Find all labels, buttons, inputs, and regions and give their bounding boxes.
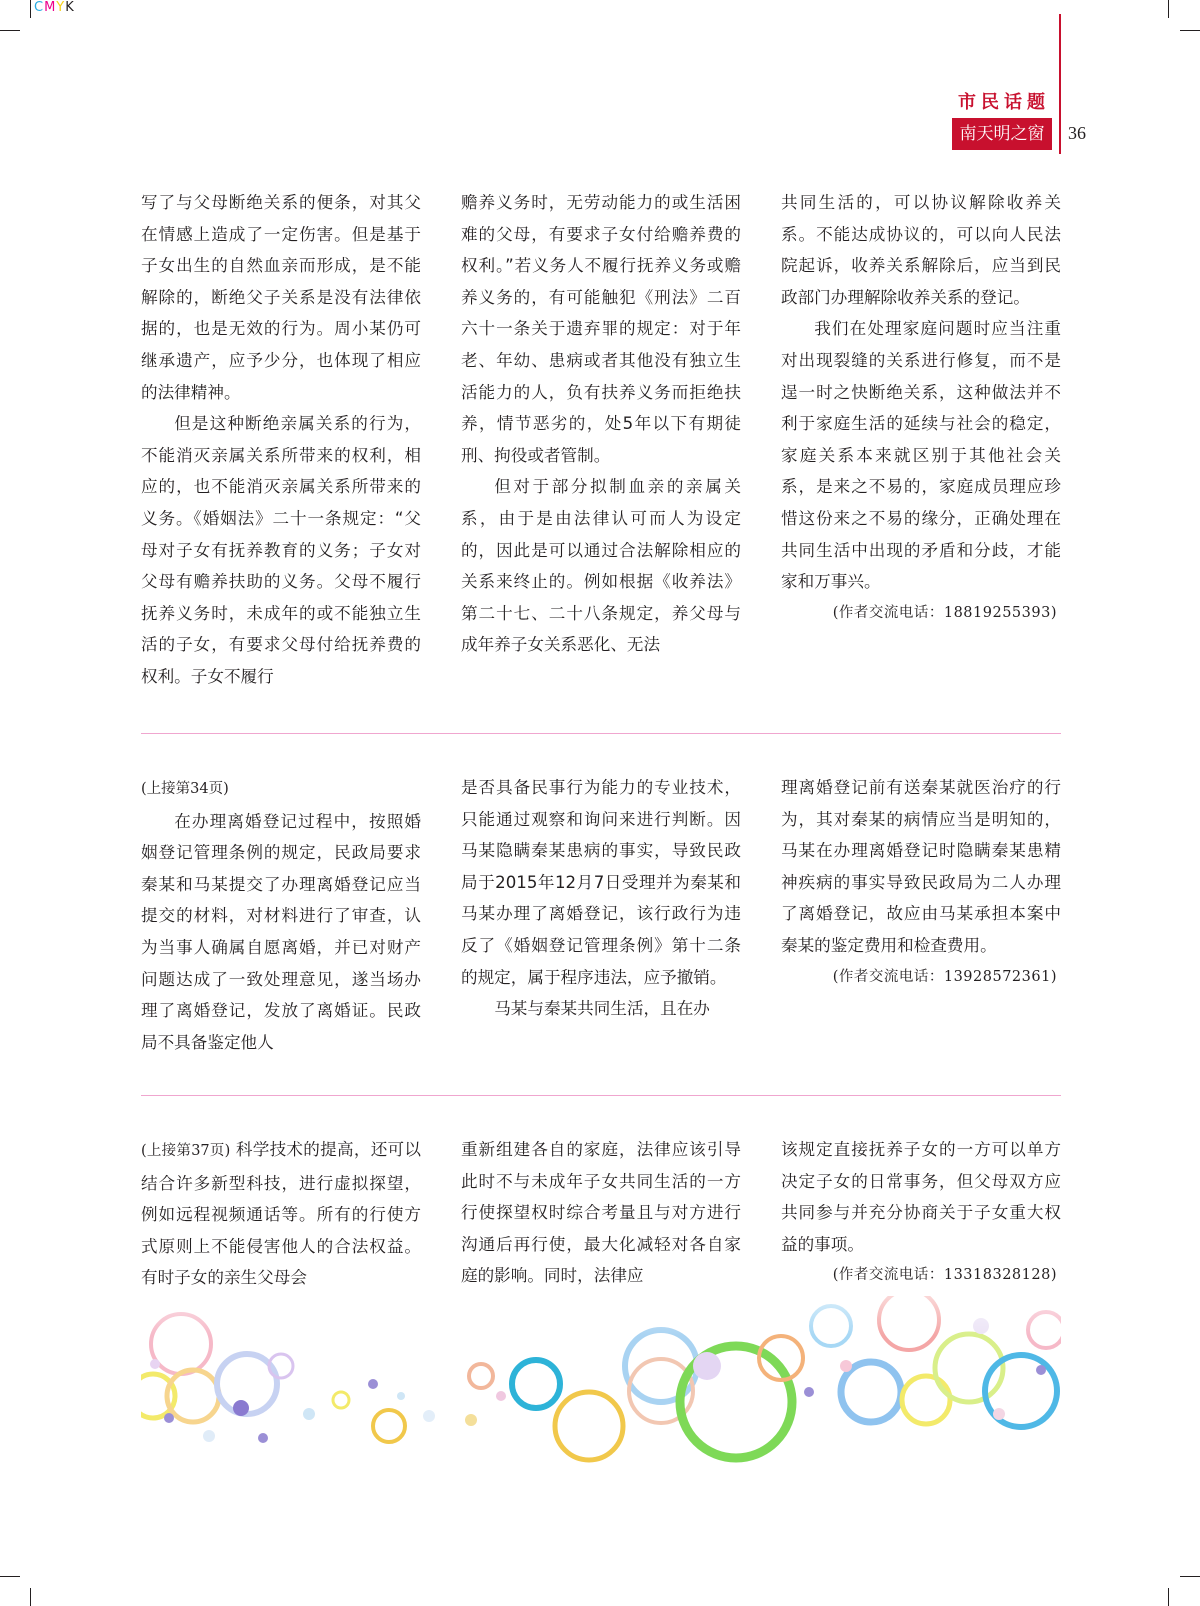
header-rule xyxy=(1059,14,1061,154)
crop-mark xyxy=(1168,0,1169,18)
decorative-dot xyxy=(258,1433,268,1443)
column-brand-badge: 南天明之窗 xyxy=(952,118,1052,150)
crop-mark xyxy=(30,0,31,18)
article-ending-1 xyxy=(141,187,1061,687)
author-contact: (作者交流电话：13318328128) xyxy=(832,1267,1057,1284)
decorative-circles-banner xyxy=(141,1296,1061,1468)
decorative-ring xyxy=(333,1392,349,1408)
text-column-3 xyxy=(781,187,1061,629)
article-continued-3 xyxy=(141,1134,1061,1304)
crop-mark xyxy=(0,1576,20,1577)
decorative-dot xyxy=(840,1360,852,1372)
decorative-ring xyxy=(555,1392,623,1460)
paragraph: 我们在处理家庭问题时应当注重对出现裂缝的关系进行修复，而不是逞一时之快断绝关系，这种做法并不利于家庭生活的延续与社会的稳定，家庭关系本来就区别于其他社会关系，是来之不易的，家庭成员理应珍惜这份来之不易的缘分，正确处理在共同生活中出现的矛盾和分歧，才能家和万事兴。 xyxy=(781,319,1061,592)
fade-overlay xyxy=(141,1296,1061,1336)
decorative-dot xyxy=(423,1410,435,1422)
section-divider xyxy=(141,1095,1061,1096)
crop-mark xyxy=(0,30,20,31)
crop-mark xyxy=(1180,1576,1200,1577)
text-column-2 xyxy=(461,1134,741,1292)
decorative-dot xyxy=(804,1387,814,1397)
decorative-dot xyxy=(1036,1365,1046,1375)
decorative-dot xyxy=(993,1408,1005,1420)
decorative-dot xyxy=(150,1359,160,1369)
text-column-2 xyxy=(461,772,741,1025)
decorative-dot xyxy=(164,1413,174,1423)
article-continued-2 xyxy=(141,772,1061,1062)
crop-mark xyxy=(1168,1588,1169,1606)
text-column-1 xyxy=(141,772,421,1058)
continued-from-label: (上接第34页) xyxy=(141,781,229,797)
author-contact: (作者交流电话：18819255393) xyxy=(832,604,1057,621)
decorative-ring xyxy=(469,1364,493,1388)
continued-from-label: (上接第37页) xyxy=(141,1143,231,1159)
paragraph: 该规定直接抚养子女的一方可以单方决定子女的日常事务，但父母双方应共同参与并充分协商关于子女重大权益的事项。 xyxy=(781,1140,1061,1254)
text-column-3 xyxy=(781,1134,1061,1292)
decorative-ring xyxy=(373,1410,405,1442)
crop-mark xyxy=(1180,30,1200,31)
paragraph: 马某与秦某共同生活，且在办 xyxy=(494,999,710,1019)
paragraph: 在办理离婚登记过程中，按照婚姻登记管理条例的规定，民政局要求秦某和马某提交了办理离婚登记应当提交的材料，对材料进行了审查，认为当事人确属自愿离婚，并已对财产问题达成了一致处理意见，遂当场办理了离婚登记，发放了离婚证。民政局不具备鉴定他人 xyxy=(141,811,421,1052)
text-column-3 xyxy=(781,772,1061,993)
decorative-dot xyxy=(496,1391,506,1401)
decorative-dot xyxy=(465,1414,477,1426)
author-contact: (作者交流电话：13928572361) xyxy=(832,968,1057,985)
paragraph: 理离婚登记前有送秦某就医治疗的行为，其对秦某的病情应当是明知的，马某在办理离婚登记时隐瞒秦某患精神疾病的事实导致民政局为二人办理了离婚登记，故应由马某承担本案中秦某的鉴定费用和检查费用。 xyxy=(781,778,1061,955)
text-column-2 xyxy=(461,187,741,661)
decorative-ring xyxy=(902,1376,950,1424)
section-divider xyxy=(141,733,1061,734)
decorative-ring xyxy=(841,1362,901,1422)
paragraph: 重新组建各自的家庭，法律应该引导此时不与未成年子女共同生活的一方行使探望权时综合考量且与对方进行沟通后再行使，最大化减轻对各自家庭的影响。同时，法律应 xyxy=(461,1140,741,1286)
paragraph: 赡养义务时，无劳动能力的或生活困难的父母，有要求子女付给赡养费的权利。”若义务人不履行抚养义务或赡养义务的，有可能触犯《刑法》二百六十一条关于遗弃罪的规定：对于年老、年幼、患病或者其他没有独立生活能力的人，负有扶养义务而拒绝扶养，情节恶劣的，处5年以下有期徒刑、拘役或者管制。 xyxy=(461,193,741,465)
decorative-dot xyxy=(397,1392,405,1400)
decorative-dot xyxy=(233,1400,249,1416)
text-column-1 xyxy=(141,1134,421,1294)
paragraph: 共同生活的，可以协议解除收养关系。不能达成协议的，可以向人民法院起诉，收养关系解除后，应当到民政部门办理解除收养关系的登记。 xyxy=(781,193,1061,307)
section-title: 市民话题 xyxy=(958,92,1050,113)
text-column-1 xyxy=(141,187,421,693)
paragraph: 科学技术的提高，还可以结合许多新型科技，进行虚拟探望，例如远程视频通话等。所有的行使方式原则上不能侵害他人的合法权益。有时子女的亲生父母会 xyxy=(141,1140,422,1288)
decorative-ring xyxy=(512,1360,560,1408)
decorative-dot xyxy=(203,1430,215,1442)
decorative-dot xyxy=(693,1352,721,1380)
decorative-dot xyxy=(368,1379,378,1389)
paragraph: 但是这种断绝亲属关系的行为，不能消灭亲属关系所带来的权利，相应的，也不能消灭亲属关系所带来的义务。《婚姻法》二十一条规定：“父母对子女有抚养教育的义务；子女对父母有赡养扶助的义务。父母不履行抚养义务时，未成年的或不能独立生活的子女，有要求父母付给抚养费的权利。子女不履行 xyxy=(141,414,421,686)
paragraph: 但对于部分拟制血亲的亲属关系，由于是由法律认可而人为设定的，因此是可以通过合法解除相应的关系来终止的。例如根据《收养法》第二十七、二十八条规定，养父母与成年养子女关系恶化、无法 xyxy=(461,477,741,655)
decorative-dot xyxy=(303,1408,315,1420)
cmyk-print-mark: CMYK xyxy=(34,0,75,15)
page-number: 36 xyxy=(1068,123,1086,143)
decorative-ring xyxy=(625,1330,697,1402)
crop-mark xyxy=(30,1588,31,1606)
paragraph: 写了与父母断绝关系的便条，对其父在情感上造成了一定伤害。但是基于子女出生的自然血亲而形成，是不能解除的，断绝父子关系是没有法律依据的，也是无效的行为。周小某仍可继承遗产，应予少分，也体现了相应的法律精神。 xyxy=(141,193,421,402)
paragraph: 是否具备民事行为能力的专业技术，只能通过观察和询问来进行判断。因马某隐瞒秦某患病的事实，导致民政局于2015年12月7日受理并为秦某和马某办理了离婚登记，该行政行为违反了《婚姻登记管理条例》第十二条的规定，属于程序违法，应予撤销。 xyxy=(461,778,741,987)
